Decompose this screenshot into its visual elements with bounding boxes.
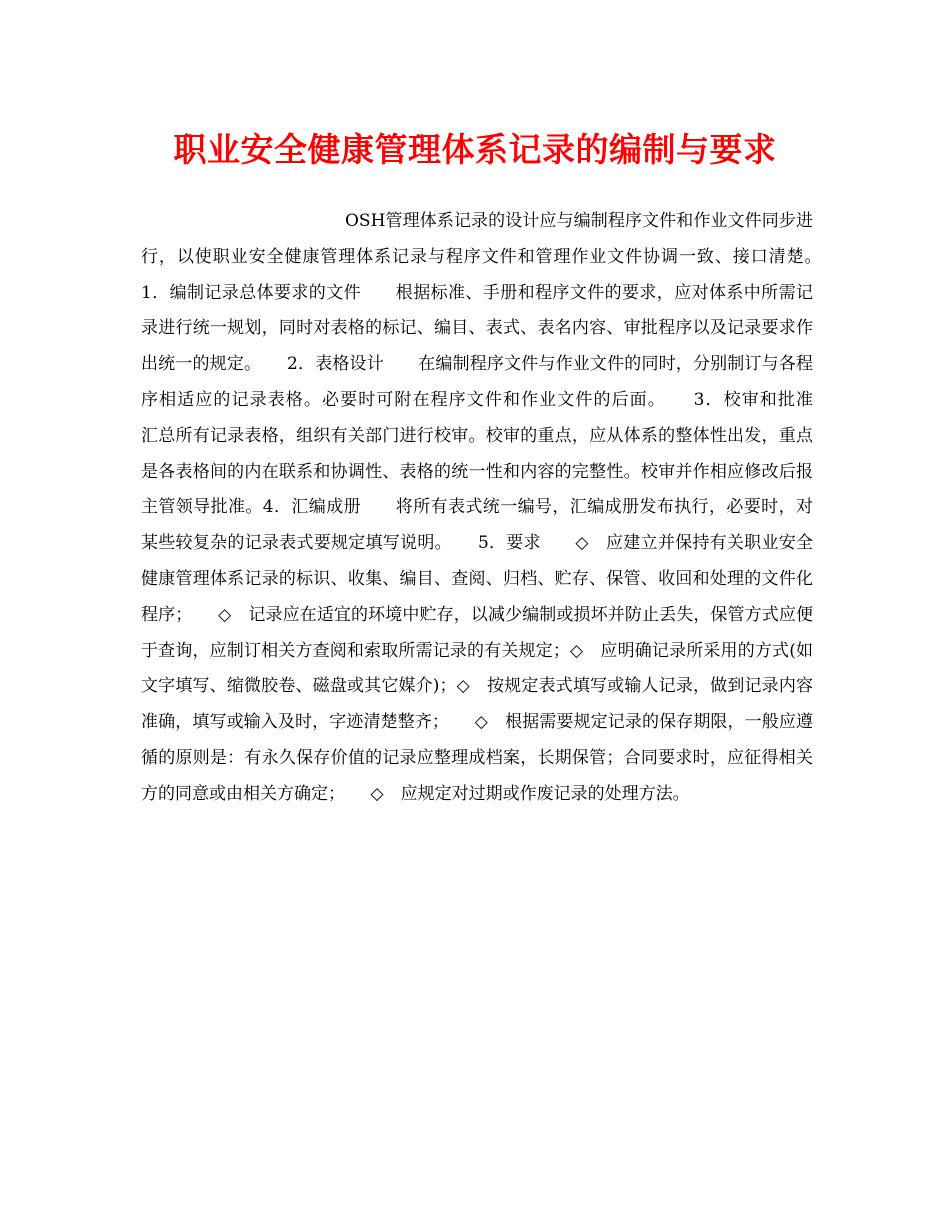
document-body: OSH管理体系记录的设计应与编制程序文件和作业文件同步进行，以使职业安全健康管理体系记录与程序文件和管理作业文件协调一致、接口清楚。 1．编制记录总体要求的文件 根据标准、手册和程序文件的要求，应对体系中所需记录进行统一规划，同时对表格的标记、编目、表式、表名内容、审批程序以及记录要求作出统一的规定。 2．表格设计 在编制程序文件与作业文件的同时，分别制订与各程序相适应的记录表格。必要时可附在程序文件和作业文件的后面。 3．校审和批准 汇总所有记录表格，组织有关部门进行校审。校审的重点，应从体系的整体性出发，重点是各表格间的内在联系和协调性、表格的统一性和内容的完整性。校审并作相应修改后报主管领导批准。4．汇编成册 将所有表式统一编号，汇编成册发布执行，必要时，对某些较复杂的记录表式要规定填写说明。 5．要求 ◇ 应建立并保持有关职业安全健康管理体系记录的标识、收集、编目、查阅、归档、贮存、保管、收回和处理的文件化程序； ◇ 记录应在适宜的环境中贮存，以减少编制或损坏并防止丢失，保管方式应便于查询，应制订相关方查阅和索取所需记录的有关规定；◇ 应明确记录所采用的方式(如文字填写、缩微胶卷、磁盘或其它媒介)；◇ 按规定表式填写或输人记录，做到记录内容准确，填写或输入及时，字迹清楚整齐； ◇ 根据需要规定记录的保存期限，一般应遵循的原则是：有永久保存价值的记录应整理成档案，长期保管；合同要求时，应征得相关方的同意或由相关方确定； ◇ 应规定对过期或作废记录的处理方法。 — [141, 211, 847, 804]
document-title: 职业安全健康管理体系记录的编制与要求 — [173, 130, 777, 169]
